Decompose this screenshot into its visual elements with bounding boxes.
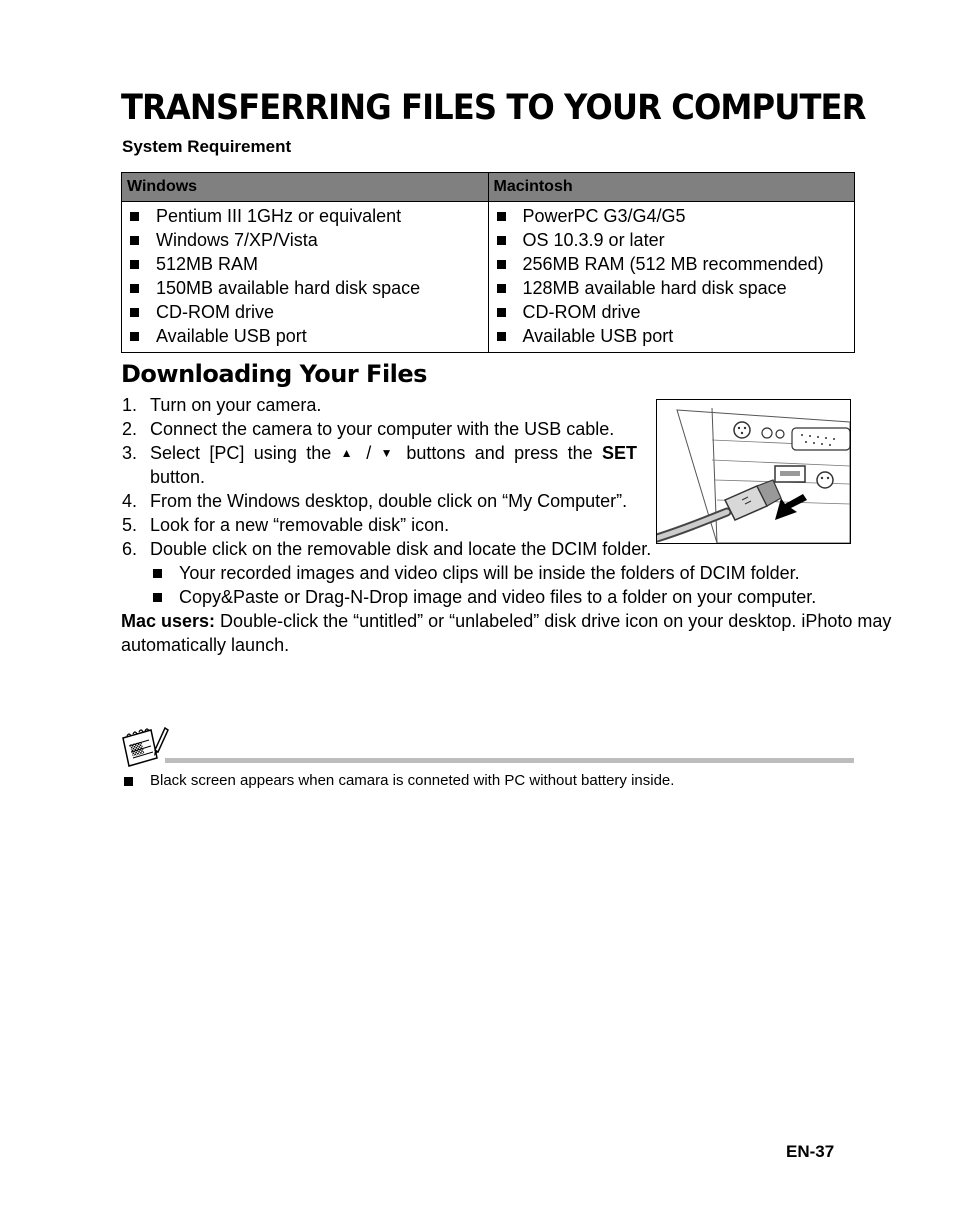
page-title: TRANSFERRING FILES TO YOUR COMPUTER bbox=[121, 88, 866, 128]
step-4 bbox=[121, 489, 637, 513]
step-text-part: Select [PC] using the bbox=[150, 443, 341, 463]
list-item: CD-ROM drive bbox=[127, 300, 483, 324]
list-item: 256MB RAM (512 MB recommended) bbox=[494, 252, 850, 276]
step-number: 2. bbox=[122, 419, 138, 439]
windows-header: Windows bbox=[122, 173, 489, 202]
sub-bullet-1: Your recorded images and video clips will be inside the folders of DCIM folder. bbox=[121, 561, 954, 585]
step-text: Connect the camera to your computer with the USB cable. bbox=[150, 419, 615, 439]
step-3 bbox=[121, 441, 637, 489]
table-header-row bbox=[122, 173, 855, 202]
step-text: From the Windows desktop, double click on “My Computer”. bbox=[150, 491, 628, 511]
step-text: Double click on the removable disk and locate the DCIM folder. bbox=[150, 539, 652, 559]
step-2 bbox=[121, 417, 637, 441]
list-item: Windows 7/XP/Vista bbox=[127, 228, 483, 252]
computer-usb-port-icon bbox=[657, 400, 850, 543]
system-requirement-heading: System Requirement bbox=[122, 137, 292, 156]
step-text: Turn on your camera. bbox=[150, 395, 322, 415]
system-requirement-table bbox=[121, 172, 855, 353]
step-number: 3. bbox=[122, 443, 138, 463]
sub-bullet-2: Copy&Paste or Drag-N-Drop image and video files to a folder on your computer. bbox=[121, 585, 954, 609]
up-arrow-icon: ▲ bbox=[340, 446, 357, 460]
note-text: Black screen appears when camara is conneted with PC without battery inside. bbox=[121, 772, 674, 789]
list-item: 128MB available hard disk space bbox=[494, 276, 850, 300]
mac-users-text: Double-click the “untitled” or “unlabeled” disk drive icon on your desktop. iPhoto may automatically launch. bbox=[121, 611, 892, 655]
step-text: Look for a new “removable disk” icon. bbox=[150, 515, 450, 535]
note-pad-icon bbox=[121, 726, 169, 768]
step-number: 6. bbox=[122, 539, 138, 559]
list-item: OS 10.3.9 or later bbox=[494, 228, 850, 252]
windows-requirements bbox=[122, 202, 489, 353]
list-item: Available USB port bbox=[494, 324, 850, 348]
page-number: EN-37 bbox=[786, 1142, 835, 1161]
step-text-part: buttons and press the bbox=[396, 443, 602, 463]
list-item: 512MB RAM bbox=[127, 252, 483, 276]
set-button-label: SET bbox=[601, 443, 637, 463]
step-number: 5. bbox=[122, 515, 138, 535]
list-item: CD-ROM drive bbox=[494, 300, 850, 324]
downloading-heading: Downloading Your Files bbox=[121, 360, 427, 388]
mac-users-paragraph bbox=[121, 609, 954, 657]
list-item: 150MB available hard disk space bbox=[127, 276, 483, 300]
step-text-part: button. bbox=[150, 467, 206, 487]
list-item: Available USB port bbox=[127, 324, 483, 348]
list-item: Pentium III 1GHz or equivalent bbox=[127, 204, 483, 228]
step-text-part: / bbox=[356, 443, 381, 463]
usb-connection-illustration bbox=[656, 399, 851, 544]
mac-users-label: Mac users: bbox=[121, 611, 216, 631]
step-number: 1. bbox=[122, 395, 138, 415]
down-arrow-icon: ▼ bbox=[380, 446, 397, 460]
macintosh-header: Macintosh bbox=[488, 173, 855, 202]
list-item: PowerPC G3/G4/G5 bbox=[494, 204, 850, 228]
step-number: 4. bbox=[122, 491, 138, 511]
step-text bbox=[150, 443, 637, 487]
table-row bbox=[122, 202, 855, 353]
mac-requirements bbox=[488, 202, 855, 353]
note-divider bbox=[165, 758, 854, 763]
